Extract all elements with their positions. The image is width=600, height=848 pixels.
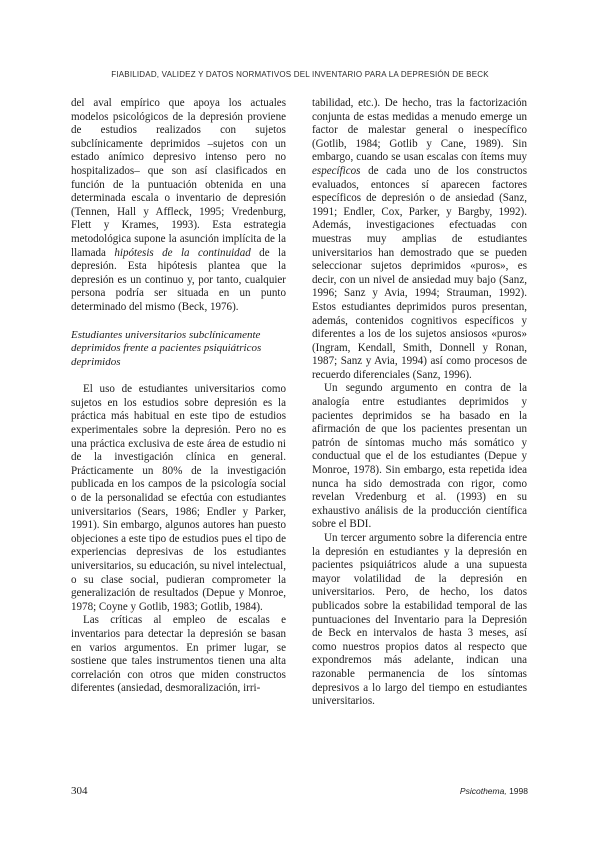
paragraph: Un tercer argumento sobre la diferencia entre la depresión en estudiantes y la depresión en pacientes psiquiátricos alude a una supuesta mayor volatilidad de la depresión en universitarios. Pero, de hecho, los datos publicados sobre la estabilidad temporal de las puntuaciones del Inventario para la Depresión de Beck en intervalos de hasta 3 meses, así como nuestros propios datos al respecto que expondremos más adelante, indican una razonable permanencia de los síntomas depresivos a lo largo del tiempo en estudiantes universitarios.: [312, 532, 527, 708]
left-column: [71, 97, 286, 696]
running-header: FIABILIDAD, VALIDEZ Y DATOS NORMATIVOS DEL INVENTARIO PARA LA DEPRESIÓN DE BECK: [111, 70, 489, 79]
journal-year: 1998: [509, 786, 528, 796]
right-column: [312, 97, 527, 709]
paragraph: tabilidad, etc.). De hecho, tras la factorización conjunta de estas medidas a menudo emerge un factor de malestar general o inespecífico (Gotlib, 1984; Gotlib y Cane, 1989). Sin embargo, cuando se usan escalas con ítems muy específicos de cada uno de los constructos evaluados, entonces sí aparecen factores específicos de depresión o de ansiedad (Sanz, 1991; Endler, Cox, Parker, y Bargby, 1992). Además, investigaciones efectuadas con muestras muy amplias de estudiantes universitarios han demostrado que se pueden seleccionar sujetos deprimidos «puros», es decir, con un nivel de ansiedad muy bajo (Sanz, 1996; Sanz y Avia, 1994; Strauman, 1992). Estos estudiantes deprimidos puros presentan, además, contenidos cognitivos específicos y diferentes a los de los sujetos ansiosos «puros» (Ingram, Kendall, Smith, Donnell y Ronan, 1987; Sanz y Avia, 1994) así como procesos de recuerdo diferenciales (Sanz, 1996).: [312, 97, 527, 381]
journal-citation: Psicothema, 1998: [459, 786, 528, 796]
paragraph: Las críticas al empleo de escalas e inventarios para detectar la depresión se basan en varios argumentos. En primer lugar, se sostiene que tales instrumentos tienen una alta correlación con otros que miden constructos diferentes (ansiedad, desmoralización, irri-: [71, 614, 286, 695]
emphasis: específicos: [312, 164, 361, 177]
paragraph: El uso de estudiantes universitarios como sujetos en los estudios sobre depresión es la práctica más habitual en este tipo de estudios experimentales sobre la depresión. Pero no es una práctica exclusiva de este área de estudio ni de la investigación clínica en general. Prácticamente un 80% de la investigación publicada en los campos de la psicología social o de la personalidad se efectúa con estudiantes universitarios (Sears, 1986; Endler y Parker, 1991). Sin embargo, algunos autores han puesto objeciones a este tipo de estudios pues el tipo de experiencias depresivas de los estudiantes universitarios, su educación, su nivel intelectual, o su clase social, pudieran comprometer la generalización de resultados (Depue y Monroe, 1978; Coyne y Gotlib, 1983; Gotlib, 1984).: [71, 383, 286, 613]
emphasis: hipótesis de la continuidad: [114, 246, 251, 259]
paragraph: Un segundo argumento en contra de la analogía entre estudiantes deprimidos y pacientes deprimidos se ha basado en la afirmación de que los pacientes presentan un patrón de síntomas mucho más somático y conductual que el de los estudiantes (Depue y Monroe, 1978). Sin embargo, esta repetida idea nunca ha sido demostrada con rigor, como revelan Vredenburg et al. (1993) en su exhaustivo análisis de la producción científica sobre el BDI.: [312, 382, 527, 531]
paragraph: del aval empírico que apoya los actuales modelos psicológicos de la depresión proviene de estudios realizados con sujetos subclínicamente deprimidos –sujetos con un estado anímico depresivo intenso pero no hospitalizados– que son así clasificados en función de la puntuación obtenida en una determinada escala o inventario de depresión (Tennen, Hall y Affleck, 1995; Vredenburg, Flett y Krames, 1993). Esta estrategia metodológica supone la asunción implícita de la llamada hipótesis de la continuidad de la depresión. Esta hipótesis plantea que la depresión es un continuo y, por tanto, cualquier persona podría ser situada en un punto determinado del mismo (Beck, 1976).: [71, 97, 286, 313]
section-subheading: Estudiantes universitarios subclínicamente deprimidos frente a pacientes psiquiátricos deprimidos: [71, 328, 262, 368]
page-number: 304: [71, 785, 88, 797]
